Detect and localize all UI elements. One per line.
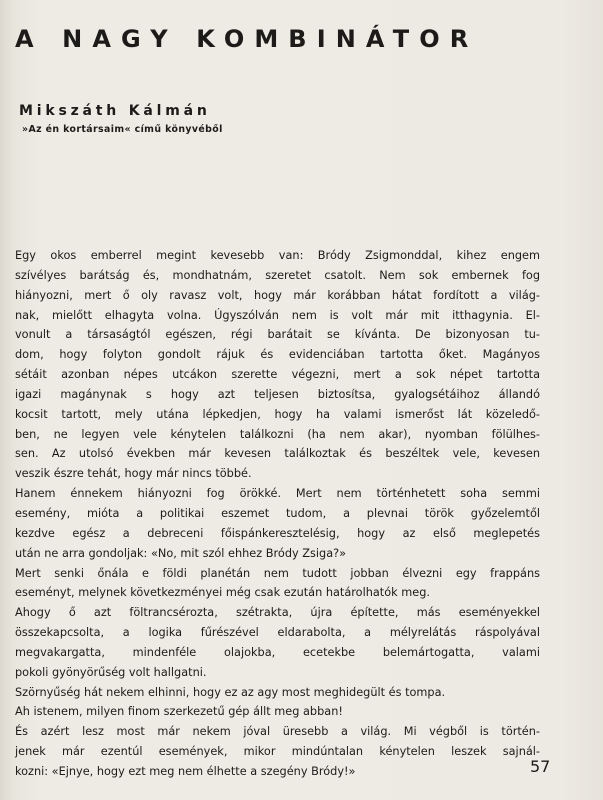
text-line: nak, mielőtt elhagyta volna. Úgyszólván nem is volt már mit itthagynia. El- xyxy=(15,308,540,322)
text-line: szívélyes barátság és, mondhatnám, szeretet csatolt. Nem sok embernek fog xyxy=(15,268,540,282)
article-title: A NAGY KOMBINÁTOR xyxy=(15,25,479,53)
text-line: veszik észre tehát, hogy már nincs többé. xyxy=(15,467,252,481)
author-name: Mikszáth Kálmán xyxy=(19,103,211,119)
article-body xyxy=(15,246,540,782)
text-line: Ahogy ő azt föltrancsérozta, szétrakta, újra építette, más eseményekkel xyxy=(15,606,540,620)
text-line: kozni: «Ejnye, hogy ezt meg nem élhette a szegény Bródy!» xyxy=(15,764,356,778)
text-line: Ah istenem, milyen finom szerkezetű gép állt meg abban! xyxy=(15,705,343,719)
text-line: kocsit tartott, mely utána lépkedjen, hogy ha valami ismerőst lát közeledő- xyxy=(15,407,540,421)
text-line: eseményt, melynek következményei még csak ezután határolhatók meg. xyxy=(15,586,431,600)
text-line: Mert senki őnála e földi planétán nem tudott jobban élvezni egy frappáns xyxy=(15,566,540,580)
text-line: összekapcsolta, a logika fűrészével eldarabolta, a mélyrelátás ráspolyával xyxy=(15,626,540,640)
text-line: hiányozni, mert ő oly ravasz volt, hogy már korábban hátat fordított a világ- xyxy=(15,288,540,302)
text-line: igazi magánynak s hogy azt teljesen biztosítsa, gyalogsétáihoz állandó xyxy=(15,387,540,401)
text-line: megvakargatta, mindenféle olajokba, ecetekbe belemártogatta, valami xyxy=(15,645,540,659)
page-number: 57 xyxy=(530,757,551,776)
text-line: vonult a társaságtól egészen, régi barátait se kívánta. De bizonyosan tu- xyxy=(15,328,540,342)
text-line: kezdve egész a debreceni főispánkeresztelésig, hogy az első meglepetés xyxy=(15,526,540,540)
text-line: után ne arra gondoljak: «No, mit szól ehhez Bródy Zsiga?» xyxy=(15,546,347,560)
text-line: Egy okos emberrel megint kevesebb van: Bródy Zsigmonddal, kihez engem xyxy=(15,249,540,262)
text-line: pokoli gyönyörűség volt hallgatni. xyxy=(15,665,207,679)
text-line: És azért lesz most már nekem jóval üresebb a világ. Mi végből is történ- xyxy=(15,725,540,739)
source-note: »Az én kortársaim« című könyvéből xyxy=(22,124,223,135)
text-line: sétáit azonban népes utcákon szerette végezni, mert a sok népet tartotta xyxy=(15,368,540,382)
text-line: dom, hogy folyton gondolt rájuk és evidenciában tartotta őket. Magányos xyxy=(15,348,540,362)
text-line: jenek már ezentúl események, mikor mindúntalan kénytelen leszek sajnál- xyxy=(15,745,540,759)
text-line: sen. Az utolsó években már kevesen találkoztak és beszéltek vele, kevesen xyxy=(15,447,540,461)
text-line: Hanem énnekem hiányozni fog örökké. Mert nem történhetett soha semmi xyxy=(15,487,540,501)
text-line: ben, ne legyen vele kénytelen találkozni (ha nem akar), nyomban fölülhes- xyxy=(15,427,540,441)
text-line: esemény, mióta a politikai eszemet tudom, a plevnai török győzelemtől xyxy=(15,506,540,520)
text-line: Szörnyűség hát nekem elhinni, hogy ez az agy most meghidegült és tompa. xyxy=(15,685,446,699)
